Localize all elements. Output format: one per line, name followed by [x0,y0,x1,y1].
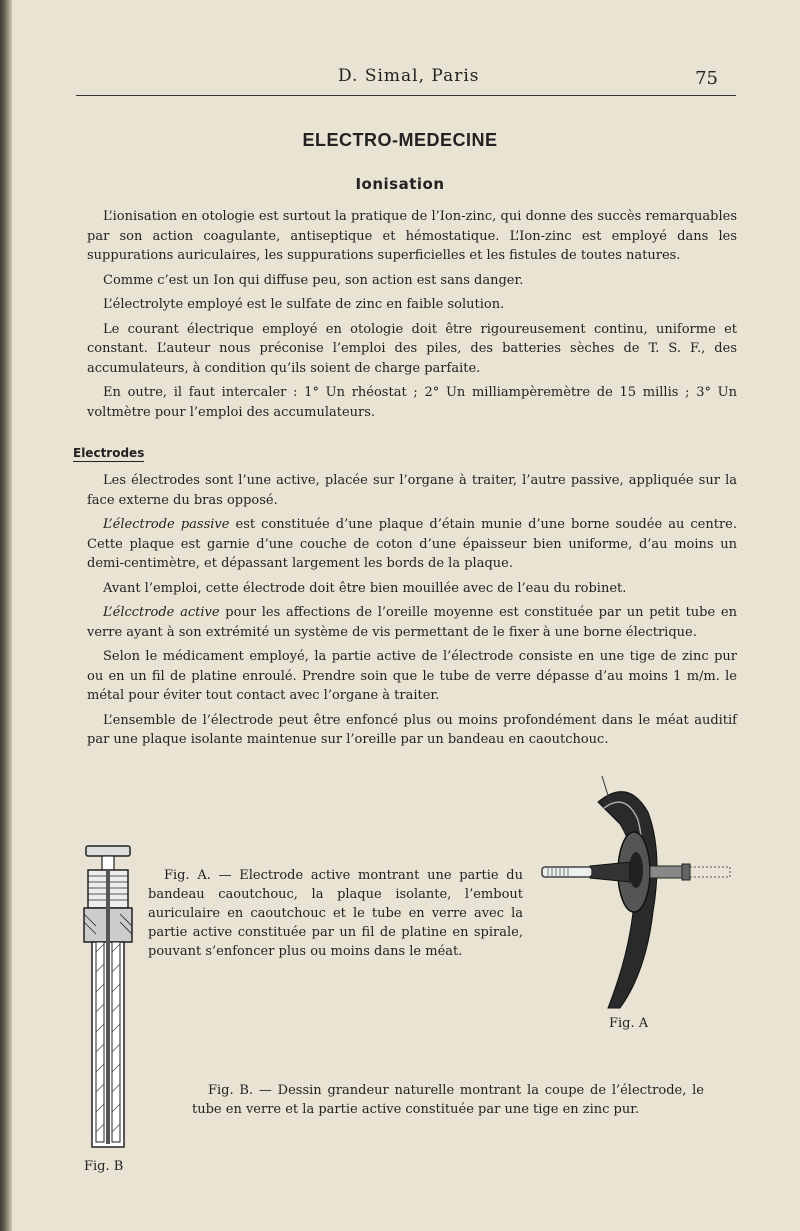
header-rule [76,95,736,96]
figure-a-drawing [538,772,738,1012]
caption-text: Fig. B. — Dessin grandeur naturelle montrant la coupe de l’électrode, le tube en verre et la partie active constituée par une tige en zinc pur. [192,1083,704,1117]
ionisation-text [87,207,737,427]
paragraph: L’ensemble de l’électrode peut être enfoncé plus ou moins profondément dans le méat auditif par une plaque isolante maintenue sur l’oreille par un bandeau en caoutchouc. [87,712,737,747]
electrodes-text [87,471,737,755]
subheading-electrodes: Electrodes [73,446,145,460]
page-title: ELECTRO-MEDECINE [302,130,498,150]
paragraph: Selon le médicament employé, la partie active de l’électrode consiste en une tige de zinc pur ou en un fil de platine enroulé. Prendre soin que le tube de verre dépasse d’au moins 1 m/m. le métal pour éviter tout contact avec l’organe à traiter. [87,649,737,703]
paragraph-rest: est constituée d’une plaque d’étain munie d’une borne soudée au centre. Cette plaque est garnie d’une couche de coton d’une épaisseur bien uniforme, d’au moins un demi-centimètre, et dépassant largement les bords de la plaque. [87,517,738,571]
page-number: 75 [695,68,718,89]
paragraph: Les électrodes sont l’une active, placée sur l’organe à traiter, l’autre passive, appliquée sur la face externe du bras opposé. [87,473,737,508]
figure-a-label: Fig. A [609,1016,649,1031]
paragraph: En outre, il faut intercaler : 1° Un rhéostat ; 2° Un milliampèremètre de 15 millis ; 3° Un voltmètre pour l’emploi des accumulateurs. [87,385,737,420]
figure-b-drawing [80,842,136,1154]
figure-b-label: Fig. B [84,1159,124,1174]
paragraph [87,515,737,574]
section-title: Ionisation [355,175,445,193]
paragraph [87,603,737,642]
figure-a-caption [148,866,523,961]
paragraph: Comme c’est un Ion qui diffuse peu, son action est sans danger. [103,272,524,288]
term-active-electrode: L’élcctrode active [103,605,220,620]
paragraph: L’électrolyte employé est le sulfate de zinc en faible solution. [103,297,505,312]
figure-b-caption [192,1081,704,1119]
running-head: D. Simal, Paris [338,66,480,86]
page-header [76,66,736,94]
term-passive-electrode: L’électrode passive [103,517,230,532]
caption-text: Fig. A. — Electrode active montrant une partie du bandeau caoutchouc, la plaque isolante, l’embout auriculaire en caoutchouc et le tube en verre avec la partie active constituée par un fil de platine en spirale, pouvant s’enfoncer plus ou moins dans le méat. [148,868,523,959]
paragraph-rest: pour les affections de l’oreille moyenne est constituée par un petit tube en verre ayant à son extrémité un système de vis permettant de le fixer à une borne électrique. [87,605,737,640]
paragraph: Le courant électrique employé en otologie doit être rigoureusement continu, uniforme et constant. L’auteur nous préconise l’emploi des piles, des batteries sèches de T. S. F., des accumulateurs, à condition qu’ils soient de charge parfaite. [87,321,737,376]
paragraph: L’ionisation en otologie est surtout la pratique de l’Ion-zinc, qui donne des succès remarquables par son action coagulante, antiseptique et hémostatique. L’Ion-zinc est employé dans les suppurations auriculaires, les suppurations superficielles et les fistules de toutes natures. [87,209,737,263]
paragraph: Avant l’emploi, cette électrode doit être bien mouillée avec de l’eau du robinet. [103,580,627,596]
